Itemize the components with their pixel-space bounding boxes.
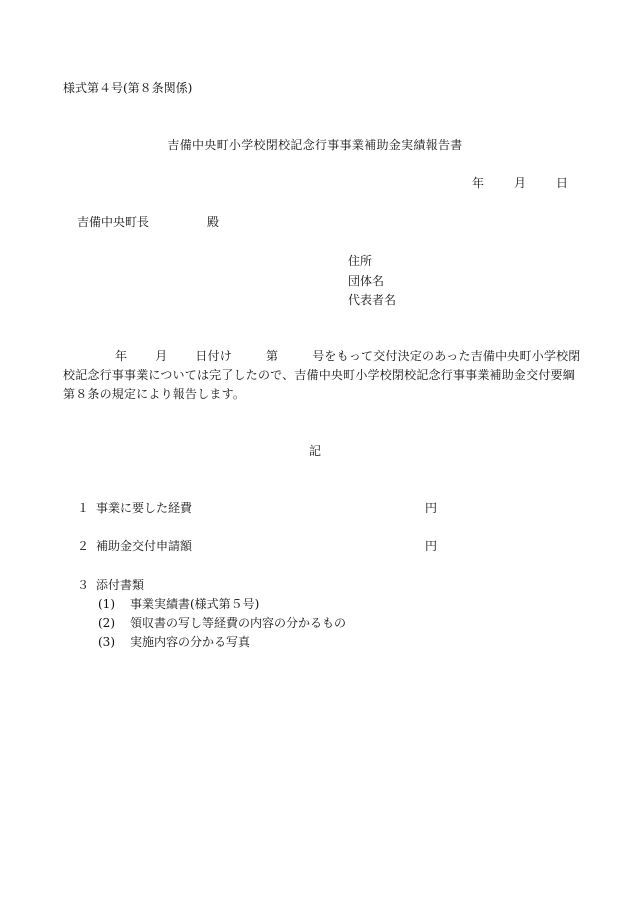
- form-number: 様式第４号(第８条関係): [63, 81, 193, 95]
- attachment-number: (1): [98, 597, 115, 611]
- date-day: 日: [556, 176, 569, 190]
- item-unit-yen: 円: [425, 539, 438, 553]
- sender-address-label: 住所: [348, 254, 373, 268]
- body-dai: 第: [266, 349, 279, 363]
- attachment-number: (2): [98, 616, 115, 630]
- body-paragraph: [63, 347, 583, 404]
- body-year: 年: [115, 349, 128, 363]
- sender-group-label: 団体名: [348, 274, 385, 288]
- item-number: ２: [77, 539, 90, 553]
- date-year: 年: [472, 176, 485, 190]
- date-month: 月: [514, 176, 527, 190]
- item-unit-yen: 円: [425, 501, 438, 515]
- item-number: １: [77, 501, 90, 515]
- date-line: [472, 175, 568, 191]
- item-label-subsidy-amount: 補助金交付申請額: [96, 539, 193, 553]
- item-label-expenses: 事業に要した経費: [96, 501, 193, 515]
- body-month: 月: [155, 349, 168, 363]
- document-title: 吉備中央町小学校閉校記念行事事業補助金実績報告書: [167, 138, 463, 152]
- addressee: [77, 214, 219, 230]
- sender-representative-label: 代表者名: [348, 293, 397, 307]
- body-text: 号をもって交付決定のあった吉備中央町小学校閉校記念行事事業については完了したので、吉備中央町小学校閉校記念行事事業補助金交付要綱第８条の規定により報告します。: [63, 349, 581, 401]
- attachment-number: (3): [98, 635, 115, 649]
- addressee-name: 吉備中央町長: [77, 215, 150, 229]
- item-number: ３: [77, 578, 90, 592]
- attachment-item: 実施内容の分かる写真: [130, 635, 251, 649]
- item-label-attachments: 添付書類: [96, 578, 145, 592]
- addressee-honorific: 殿: [207, 215, 220, 229]
- attachment-item: 領収書の写し等経費の内容の分かるもの: [130, 616, 347, 630]
- attachment-item: 事業実績書(様式第５号): [130, 597, 260, 611]
- body-dated: 日付け: [195, 349, 233, 363]
- ki-heading: 記: [308, 444, 321, 458]
